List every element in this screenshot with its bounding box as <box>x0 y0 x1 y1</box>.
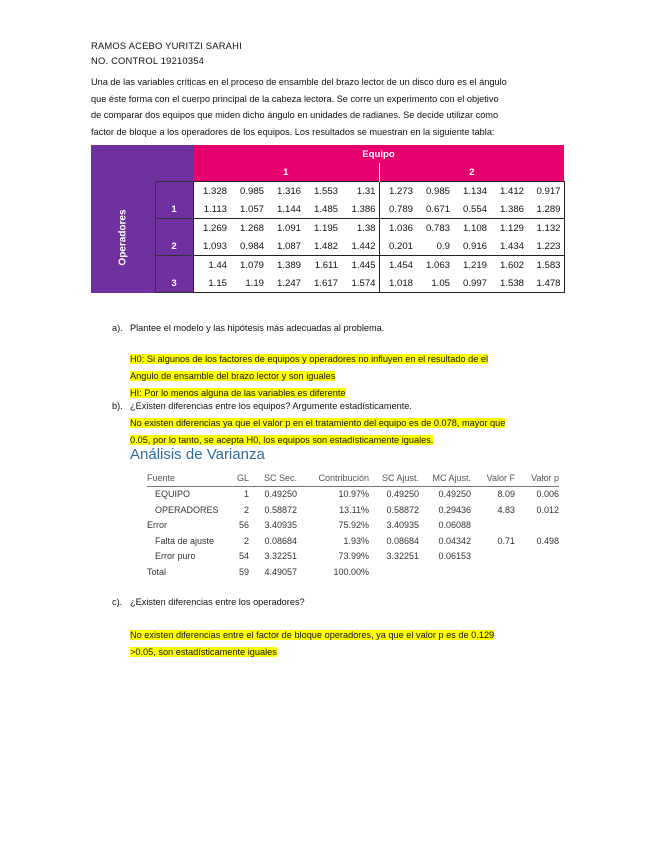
anova-cell <box>515 564 559 580</box>
intro-line: de comparar dos equipos que miden dicho ángulo en unidades de radianes. Se decide utilizar como <box>91 110 499 120</box>
anova-source: Falta de ajuste <box>155 535 215 546</box>
data-cell: 1.574 <box>341 274 379 293</box>
operadores-label: Operadores <box>117 208 129 266</box>
anova-cell: 2 <box>243 535 249 546</box>
data-cell: 1.611 <box>304 256 341 275</box>
anova-header: GL <box>235 470 249 486</box>
anova-header: Valor F <box>471 470 515 486</box>
anova-cell <box>419 564 471 580</box>
question-c: ¿Existen diferencias entre los operadores? <box>130 597 305 607</box>
data-cell: 0.984 <box>239 240 264 252</box>
answer-c-line-1: No existen diferencias entre el factor de bloque operadores, ya que el valor p es de 0.129 <box>130 630 495 640</box>
data-cell: 1.617 <box>304 274 341 293</box>
anova-cell: 10.97% <box>338 489 369 500</box>
data-cell: 1.15 <box>193 274 230 293</box>
question-b-label: b). <box>112 401 123 411</box>
op-spacer <box>155 219 193 238</box>
anova-source: Total <box>147 566 167 577</box>
anova-cell <box>471 564 515 580</box>
control-number: NO. CONTROL 19210354 <box>91 55 205 66</box>
answer-b <box>130 415 566 449</box>
operator-number: 3 <box>155 274 193 293</box>
data-cell: 1.434 <box>499 240 524 252</box>
anova-header: Contribución <box>297 470 369 486</box>
anova-header: SC Sec. <box>249 470 297 486</box>
data-cell: 1.478 <box>527 274 564 293</box>
anova-cell: 56 <box>238 520 249 531</box>
student-name: RAMOS ACEBO YURITZI SARAHI <box>91 40 242 51</box>
data-cell: 1.602 <box>490 256 527 275</box>
data-cell: 1.268 <box>230 219 267 238</box>
data-cell: 1.087 <box>276 240 301 252</box>
anova-cell: 0.08684 <box>386 535 419 546</box>
anova-cell: 73.99% <box>338 551 369 562</box>
intro-line: factor de bloque a los operadores de los equipos. Los resultados se muestran en la siguiente tabla: <box>91 126 495 137</box>
anova-cell: 3.40935 <box>386 520 419 531</box>
h0-line-1: H0: Si algunos de los factores de equipos y operadores no influyen en el resultado de el <box>130 354 489 364</box>
anova-header: Fuente <box>147 470 235 486</box>
intro-line: que éste forma con el cuerpo principal de la cabeza lectora. Se corre un experimento con el objetivo <box>91 93 499 104</box>
data-cell: 1.454 <box>379 256 416 275</box>
data-cell: 1.018 <box>379 274 416 293</box>
anova-cell <box>369 564 419 580</box>
anova-cell: 0.012 <box>536 504 559 515</box>
anova-source: EQUIPO <box>155 489 191 500</box>
data-cell: 1.132 <box>527 219 564 238</box>
data-cell: 1.19 <box>230 274 267 293</box>
answer-c <box>130 627 566 661</box>
data-cell: 1.063 <box>416 256 453 275</box>
anova-cell: 59 <box>238 566 249 577</box>
equipo-2-header: 2 <box>379 163 564 182</box>
data-cell: 1.31 <box>341 182 379 201</box>
anova-row <box>147 502 559 518</box>
data-cell: 1.445 <box>341 256 379 275</box>
anova-cell: 0.58872 <box>386 504 419 515</box>
anova-cell: 4.49057 <box>264 566 297 577</box>
operadores-label-cell <box>91 182 155 293</box>
data-cell: 1.113 <box>193 200 230 219</box>
anova-cell: 0.29436 <box>438 504 471 515</box>
data-cell: 1.412 <box>490 182 527 201</box>
data-cell: 1.269 <box>193 219 230 238</box>
anova-cell: 3.40935 <box>264 520 297 531</box>
anova-row <box>147 564 559 580</box>
question-a-label: a). <box>112 323 123 333</box>
anova-row <box>147 486 559 502</box>
data-cell: 1.485 <box>313 203 338 215</box>
data-cell: 1.482 <box>313 240 338 252</box>
question-c-label: c). <box>112 597 123 607</box>
equipo-1-header: 1 <box>193 163 379 182</box>
anova-source: Error <box>147 520 167 531</box>
anova-cell <box>471 549 515 565</box>
data-table <box>91 145 565 293</box>
anova-cell <box>515 518 559 534</box>
anova-cell: 0.006 <box>536 489 559 500</box>
h0-line-2: Angulo de ensamble del brazo lector y son iguales <box>130 371 336 381</box>
anova-source: OPERADORES <box>155 504 219 515</box>
anova-cell: 75.92% <box>338 520 369 531</box>
data-cell: 0.985 <box>230 182 267 201</box>
data-cell: 0.201 <box>388 240 413 252</box>
data-cell: 1.289 <box>527 200 564 219</box>
anova-cell: 0.498 <box>536 535 559 546</box>
data-cell: 0.783 <box>416 219 453 238</box>
data-cell: 1.219 <box>453 256 490 275</box>
corner-cell <box>155 145 193 163</box>
data-cell: 0.916 <box>462 240 487 252</box>
anova-cell: 4.83 <box>497 504 515 515</box>
data-cell: 1.583 <box>527 256 564 275</box>
data-cell: 1.442 <box>341 237 379 256</box>
anova-cell: 0.49250 <box>264 489 297 500</box>
anova-cell: 1.93% <box>343 535 369 546</box>
data-cell: 1.195 <box>304 219 341 238</box>
anova-table <box>147 470 559 580</box>
anova-cell: 2 <box>243 504 249 515</box>
data-cell: 1.553 <box>304 182 341 201</box>
anova-cell: 0.04342 <box>438 535 471 546</box>
data-cell: 1.144 <box>276 203 301 215</box>
corner-cell <box>91 145 155 163</box>
data-cell: 1.386 <box>499 203 524 215</box>
hypotheses-block <box>130 351 566 402</box>
data-cell: 1.091 <box>267 219 304 238</box>
anova-cell: 8.09 <box>497 489 515 500</box>
data-cell: 1.44 <box>193 256 230 275</box>
anova-cell: 1 <box>243 489 249 500</box>
data-cell: 1.036 <box>379 219 416 238</box>
data-cell: 0.9 <box>436 240 450 252</box>
anova-cell: 13.11% <box>339 504 369 515</box>
operator-number: 1 <box>155 200 193 219</box>
anova-header: MC Ajust. <box>419 470 471 486</box>
data-cell: 1.316 <box>267 182 304 201</box>
data-cell: 1.223 <box>527 237 564 256</box>
anova-cell: 3.32251 <box>386 551 419 562</box>
anova-cell: 0.08684 <box>264 535 297 546</box>
data-cell: 1.05 <box>416 274 453 293</box>
anova-cell <box>515 549 559 565</box>
anova-source: Error puro <box>155 551 196 562</box>
anova-cell: 0.49250 <box>386 489 419 500</box>
data-cell: 1.273 <box>379 182 416 201</box>
h1-line: HI: Por lo menos alguna de las variables es diferente <box>130 388 346 398</box>
data-cell: 0.554 <box>462 203 487 215</box>
data-cell: 1.389 <box>267 256 304 275</box>
intro-paragraph <box>91 74 567 140</box>
data-cell: 1.079 <box>230 256 267 275</box>
anova-header: SC Ajust. <box>369 470 419 486</box>
anova-cell: 100.00% <box>333 566 369 577</box>
anova-cell: 0.06088 <box>438 520 471 531</box>
corner-cell <box>91 163 155 182</box>
anova-row <box>147 549 559 565</box>
data-cell: 1.129 <box>490 219 527 238</box>
data-cell: 1.328 <box>193 182 230 201</box>
op-spacer <box>155 182 193 201</box>
anova-row <box>147 533 559 549</box>
data-cell: 0.671 <box>425 203 450 215</box>
intro-line: Una de las variables críticas en el proceso de ensamble del brazo lector de un disco duro es el ángulo <box>91 77 507 87</box>
anova-cell: 0.49250 <box>438 489 471 500</box>
data-cell: 1.38 <box>341 219 379 238</box>
data-cell: 0.997 <box>453 274 490 293</box>
anova-cell: 0.58872 <box>264 504 297 515</box>
corner-cell <box>155 163 193 182</box>
data-cell: 1.093 <box>193 237 230 256</box>
anova-cell: 0.71 <box>497 535 515 546</box>
data-cell: 1.108 <box>453 219 490 238</box>
answer-c-line-2: >0.05, son estadísticamente iguales <box>130 647 277 657</box>
anova-header: Valor p <box>515 470 559 486</box>
anova-cell: 3.32251 <box>264 551 297 562</box>
question-a: Plantee el modelo y las hipótesis más adecuadas al problema. <box>130 323 385 333</box>
operator-number: 2 <box>155 237 193 256</box>
data-cell: 0.917 <box>527 182 564 201</box>
question-b: ¿Existen diferencias entre los equipos? Argumente estadísticamente. <box>130 401 412 411</box>
anova-title: Análisis de Varianza <box>130 446 265 463</box>
answer-b-line-1: No existen diferencias ya que el valor p en el tratamiento del equipo es de 0.078, mayor que <box>130 418 506 428</box>
data-cell: 1.386 <box>341 200 379 219</box>
anova-cell: 0.06153 <box>438 551 471 562</box>
data-cell: 1.057 <box>239 203 264 215</box>
anova-cell: 54 <box>238 551 249 562</box>
data-cell: 0.985 <box>416 182 453 201</box>
anova-cell <box>471 518 515 534</box>
data-cell: 1.134 <box>453 182 490 201</box>
data-cell: 1.247 <box>267 274 304 293</box>
op-spacer <box>155 256 193 275</box>
anova-row <box>147 518 559 534</box>
equipo-header: Equipo <box>193 145 564 163</box>
data-cell: 0.789 <box>388 203 413 215</box>
data-cell: 1.538 <box>490 274 527 293</box>
answer-b-line-2: 0.05, por lo tanto, se acepta H0, los equipos son estadísticamente iguales. <box>130 435 434 445</box>
